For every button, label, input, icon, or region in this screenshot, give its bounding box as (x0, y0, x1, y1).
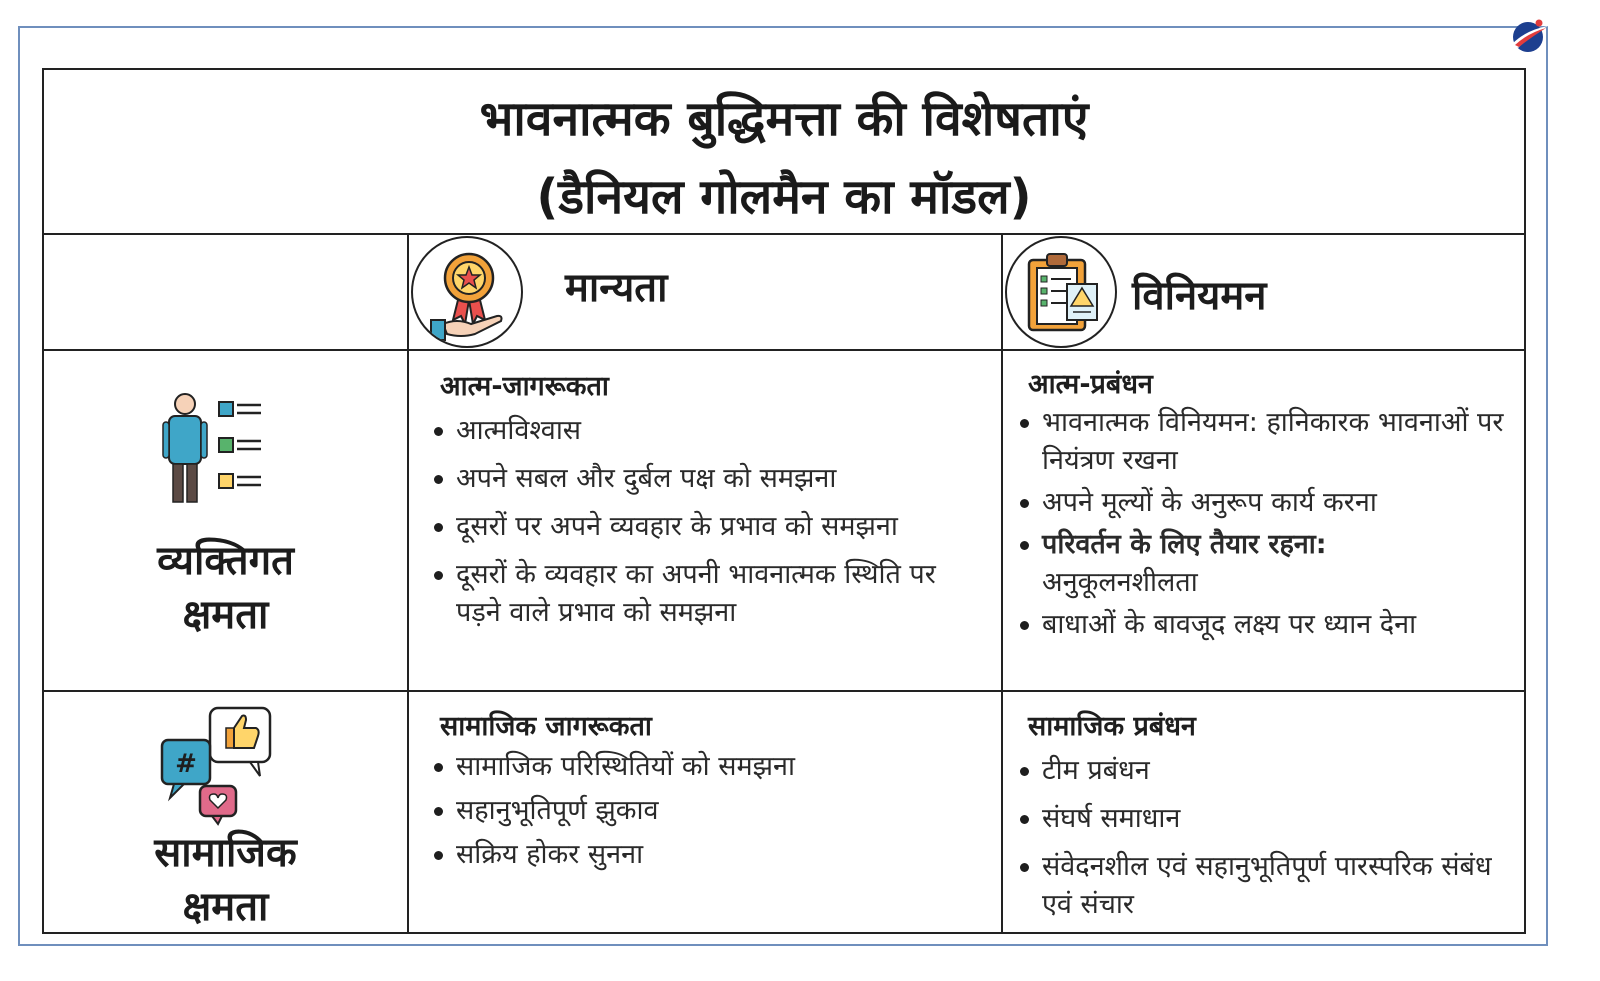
column-header-recognition: मान्यता (565, 265, 668, 311)
adaptability-rest: अनुकूलनशीलता (1042, 567, 1198, 598)
features-table (42, 68, 1526, 934)
list-item: दूसरों पर अपने व्यवहार के प्रभाव को समझना (434, 508, 984, 546)
list-item: सहानुभूतिपूर्ण झुकाव (434, 792, 984, 830)
list-item: संघर्ष समाधान (1020, 800, 1510, 838)
row-label-social-line-1: सामाजिक (154, 830, 297, 876)
column-header-regulation: विनियमन (1132, 273, 1267, 319)
divider-title (44, 233, 1524, 235)
list-item: अपने मूल्यों के अनुरूप कार्य करना (1020, 484, 1510, 522)
person-checklist-icon (157, 392, 277, 512)
divider-header (44, 349, 1524, 351)
row-label-social (44, 826, 407, 934)
row-label-personal (44, 534, 407, 642)
page-title (44, 80, 1524, 236)
list-item: टीम प्रबंधन (1020, 752, 1510, 790)
title-line-1: भावनात्मक बुद्धिमत्ता की विशेषताएं (479, 91, 1089, 147)
adaptability-lead: परिवर्तन के लिए तैयार रहना: (1042, 529, 1327, 560)
list-item: बाधाओं के बावजूद लक्ष्य पर ध्यान देना (1020, 606, 1510, 644)
social-awareness-list (434, 748, 984, 880)
divider-rows (44, 690, 1524, 692)
list-item: संवेदनशील एवं सहानुभूतिपूर्ण पारस्परिक संबंध एवं संचार (1020, 848, 1510, 924)
award-ribbon-hand-icon (411, 236, 523, 348)
row-label-personal-line-1: व्यक्तिगत (157, 538, 294, 584)
self-awareness-list (434, 412, 984, 642)
social-media-bubbles-icon (160, 706, 276, 826)
brand-logo-icon (1506, 14, 1550, 58)
row-label-social-line-2: क्षमता (182, 884, 269, 930)
heading-self-awareness: आत्म-जागरूकता (440, 371, 609, 402)
list-item: भावनात्मक विनियमन: हानिकारक भावनाओं पर नियंत्रण रखना (1020, 404, 1510, 480)
heading-self-management: आत्म-प्रबंधन (1028, 369, 1153, 400)
list-item: सक्रिय होकर सुनना (434, 836, 984, 874)
list-item: दूसरों के व्यवहार का अपनी भावनात्मक स्थिति पर पड़ने वाले प्रभाव को समझना (434, 556, 984, 632)
row-label-personal-line-2: क्षमता (182, 592, 269, 638)
divider-col-2 (1001, 233, 1003, 932)
self-management-list (1020, 404, 1510, 648)
svg-text:#: # (175, 749, 197, 779)
clipboard-checklist-icon (1005, 236, 1117, 348)
heading-social-awareness: सामाजिक जागरूकता (440, 711, 652, 742)
title-line-2: (डैनियल गोलमैन का मॉडल) (536, 169, 1032, 225)
divider-col-1 (407, 233, 409, 932)
list-item: सामाजिक परिस्थितियों को समझना (434, 748, 984, 786)
list-item: आत्मविश्वास (434, 412, 984, 450)
list-item-adaptability (1020, 526, 1510, 602)
social-management-list (1020, 752, 1510, 934)
list-item: अपने सबल और दुर्बल पक्ष को समझना (434, 460, 984, 498)
heading-social-management: सामाजिक प्रबंधन (1028, 711, 1196, 742)
